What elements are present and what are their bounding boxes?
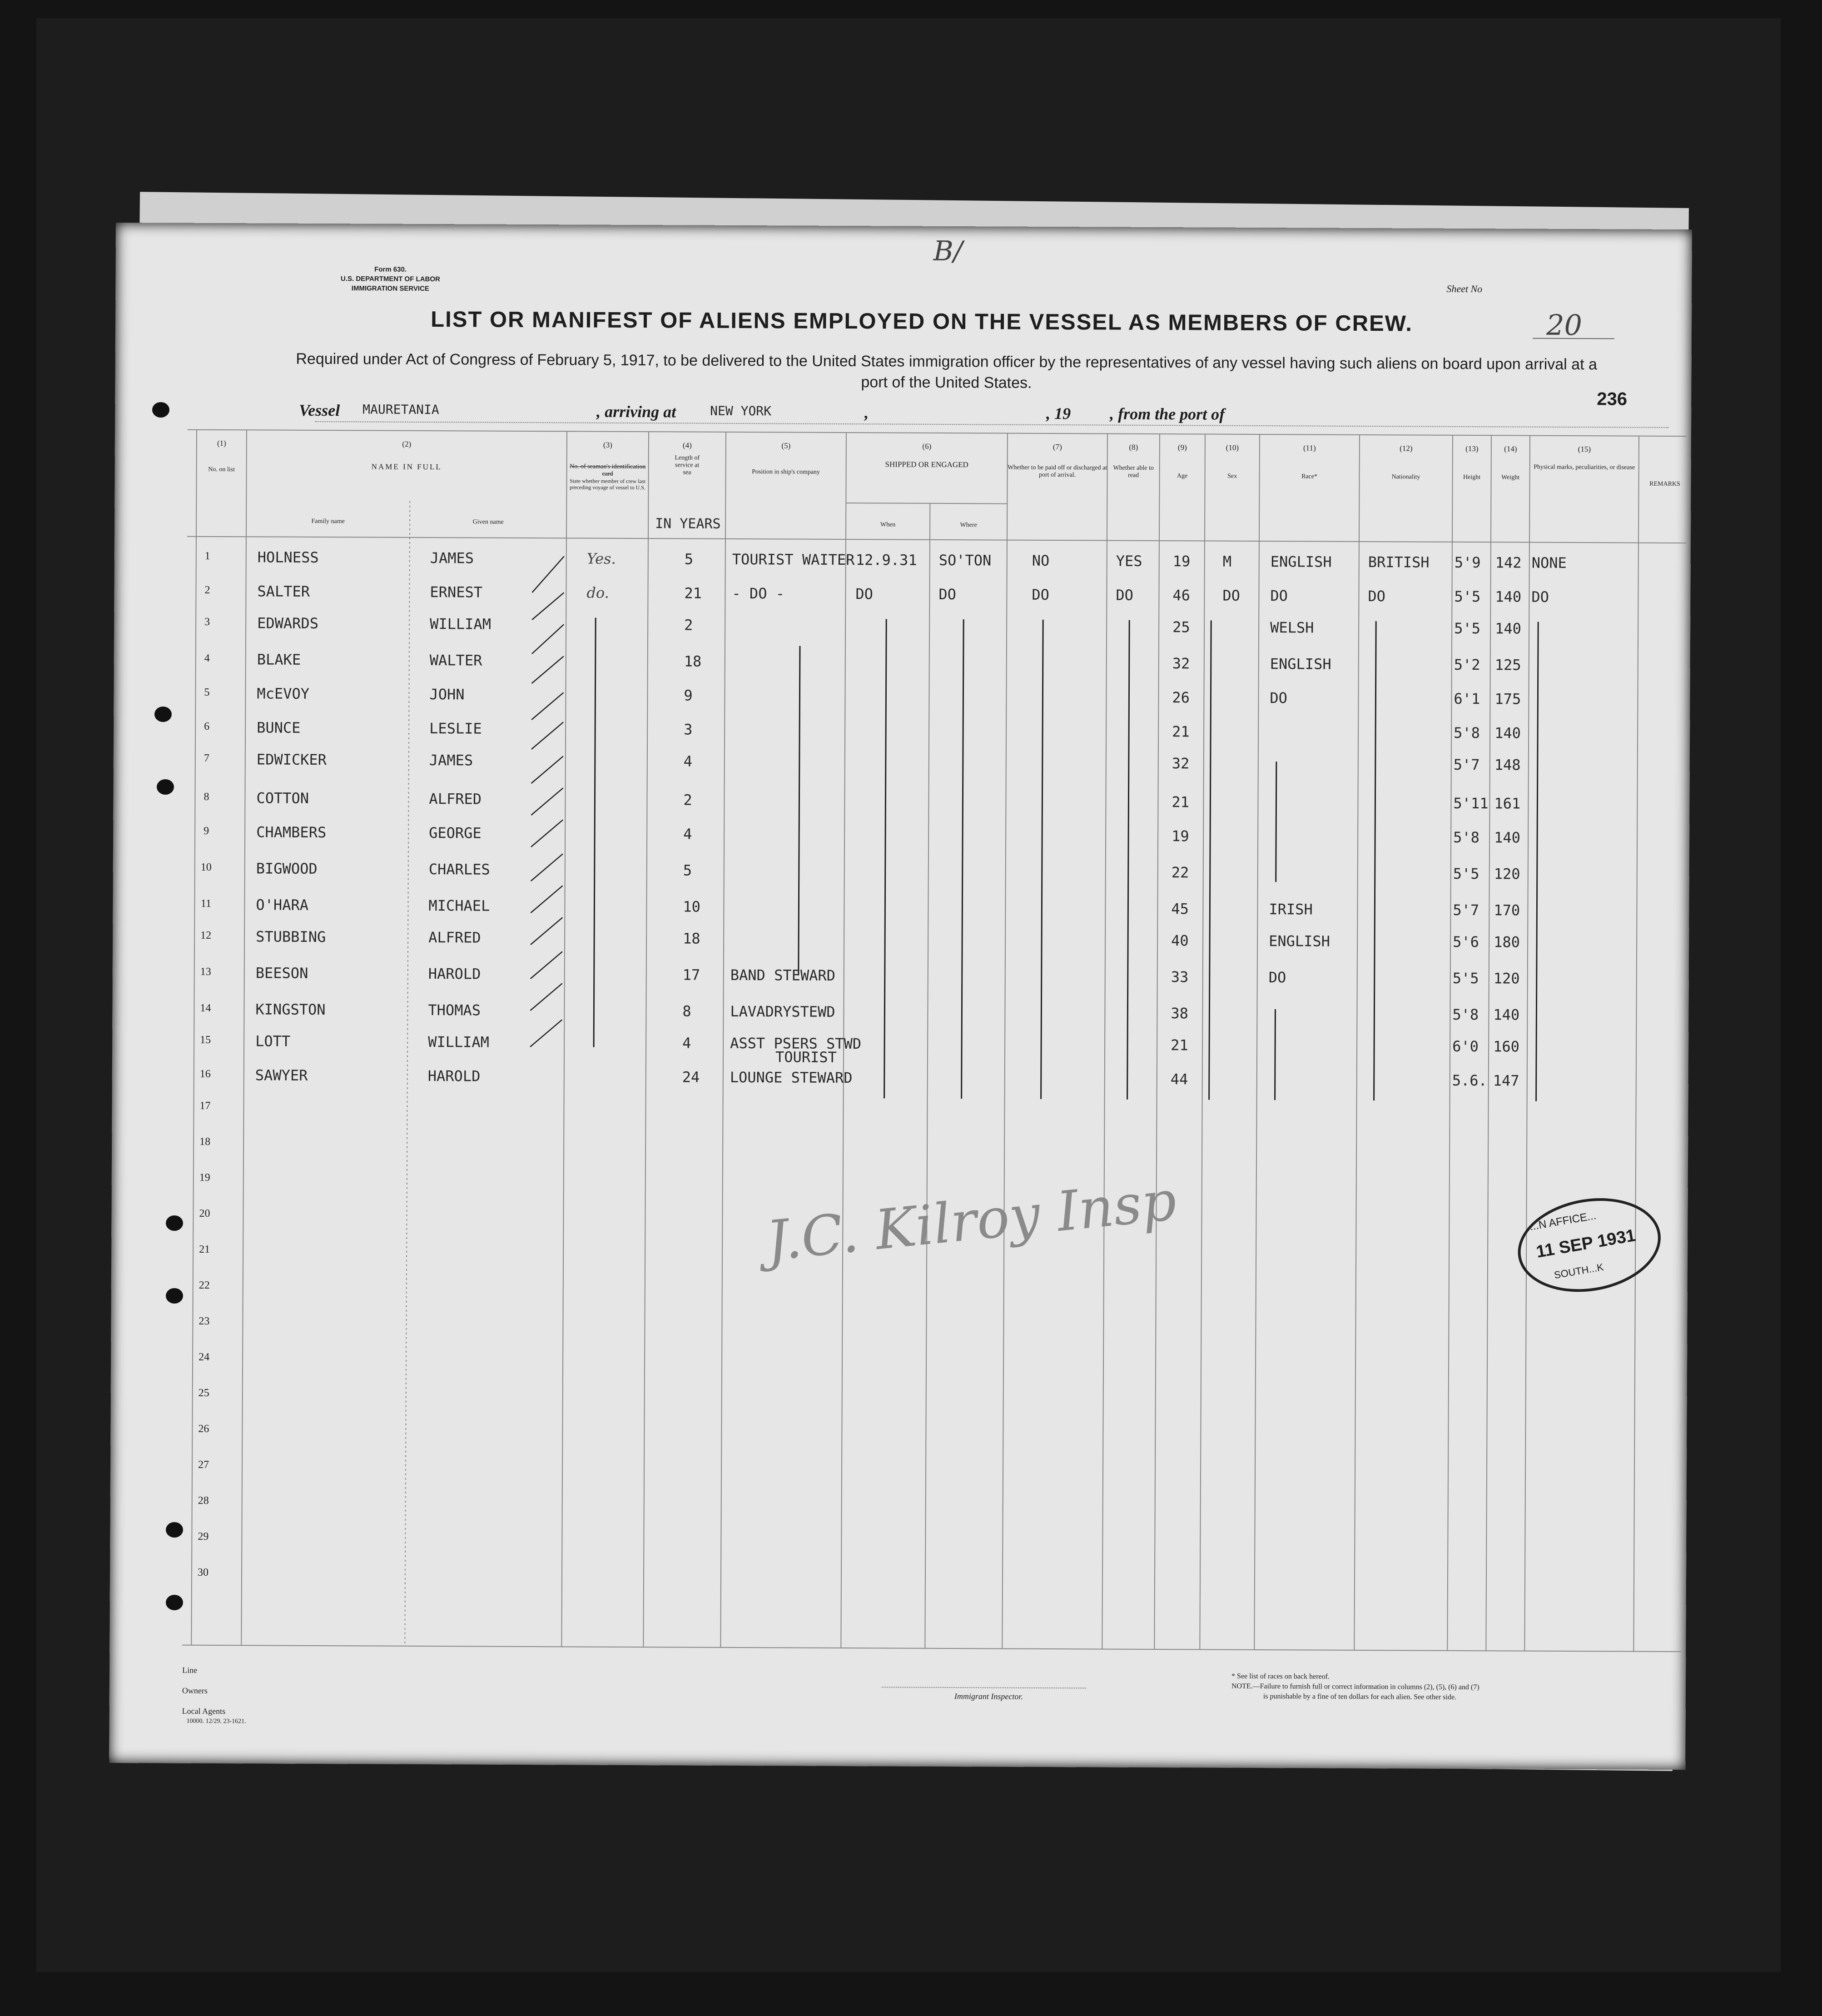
col8-number: (8) [1129,443,1138,452]
row-number: 7 [204,752,209,764]
note-fine: is punishable by a fine of ten dollars for each alien. See other side. [1263,1692,1457,1701]
col7-label: Whether to be paid off or discharged at port of arrival. [1008,464,1107,479]
height-cell: 5'11 [1453,794,1489,812]
race-cell: WELSH [1270,619,1314,637]
weight-cell: 140 [1493,1006,1520,1024]
row-number: 28 [198,1494,209,1507]
owners-label: Owners [182,1686,208,1695]
height-cell: 5.6. [1452,1071,1487,1090]
age-cell: 45 [1171,900,1189,918]
given-name-cell: GEORGE [429,824,482,842]
service-years-cell: 18 [683,930,700,947]
department: U.S. DEPARTMENT OF LABOR [340,275,440,284]
age-cell: 19 [1172,827,1189,845]
page-title: LIST OR MANIFEST OF ALIENS EMPLOYED ON THE VESSEL AS MEMBERS OF CREW. [431,307,1413,336]
note-races: * See list of races on back hereof. [1231,1672,1330,1681]
col9-header [1160,443,1205,480]
family-name-cell: EDWARDS [257,614,319,632]
sheet-no-label: Sheet No [1446,283,1483,295]
age-cell: 21 [1172,723,1190,741]
position-cell: - DO - [732,584,785,602]
arriving-port: NEW YORK [710,403,772,419]
row-number: 15 [200,1034,211,1046]
family-name-cell: SAWYER [255,1066,308,1084]
punch-hole [166,1215,183,1231]
paid-off-cell: NO [1032,552,1050,569]
col1-header [197,439,247,473]
row-number: 29 [198,1530,209,1543]
vessel-name: MAURETANIA [362,402,439,418]
service-years-cell: 4 [683,752,693,770]
when-header: When [880,521,896,528]
service-years-cell: 3 [684,721,693,738]
col6-label: SHIPPED OR ENGAGED [885,460,968,469]
previous-voyage-cell: do. [586,584,609,602]
service-years-cell: 17 [682,966,700,984]
col11-label: Race* [1301,473,1318,480]
col12-number: (12) [1400,444,1413,453]
row-number: 23 [199,1315,210,1327]
shipped-when-cell: 12.9.31 [855,551,917,569]
col15-label: Physical marks, peculiarities, or disease [1534,463,1635,471]
height-cell: 6'0 [1452,1037,1479,1055]
col10-label: Sex [1227,473,1237,480]
stamp-top-text: ...N AFFICE... [1529,1209,1597,1233]
family-name-header: Family name [311,518,345,525]
col13-label: Height [1463,473,1481,481]
given-name-cell: ALFRED [428,929,481,946]
height-cell: 5'8 [1452,1006,1479,1024]
col10-header [1205,443,1260,480]
height-cell: 5'6 [1453,933,1479,951]
position-cell: TOURIST WAITER [732,550,855,569]
year-label: , 19 [1046,404,1071,423]
row-number: 14 [200,1002,211,1014]
col14-label: Weight [1501,474,1520,481]
row-number: 4 [204,652,210,664]
page-number: 236 [1597,389,1628,409]
service: IMMIGRATION SERVICE [351,284,429,293]
height-cell: 5'7 [1453,756,1480,774]
row-number: 25 [198,1387,209,1399]
age-cell: 33 [1171,968,1189,986]
col5-header [726,441,846,476]
arriving-label: , arriving at [596,402,676,421]
row-number: 12 [200,929,212,941]
family-name-cell: CHAMBERS [256,823,327,841]
punch-hole [166,1522,183,1538]
weight-cell: 148 [1494,756,1521,774]
page-subtitle: Required under Act of Congress of February 5, 1917, to be delivered to the United States immigration officer by the representatives of any vessel having such aliens on board upon arrival at a port of the United States. [296,350,1598,392]
row-number: 1 [204,550,210,562]
col3-struck-label: No. of seaman's identification card [569,463,646,478]
row-number: 24 [199,1351,210,1363]
nationality-cell: DO [1368,587,1386,605]
family-name-cell: HOLNESS [257,548,319,566]
top-handwritten-mark: B/ [933,235,963,268]
age-cell: 46 [1172,587,1191,604]
col10-number: (10) [1226,443,1239,452]
age-cell: 32 [1172,655,1190,672]
weight-cell: 142 [1495,554,1522,572]
service-years-cell: 18 [684,652,702,670]
row-number: 20 [199,1207,210,1220]
height-cell: 5'5 [1453,865,1479,883]
given-name-cell: THOMAS [428,1001,481,1019]
position-cell: ASST PSERS STWD [730,1034,862,1053]
row-number: 3 [204,616,210,628]
position-cell-line2: TOURIST [775,1048,837,1066]
col3-header [566,440,648,491]
given-name-cell: MICHAEL [428,897,490,915]
col2-header [247,439,567,472]
position-cell: LAVADRYSTEWD [730,1002,835,1020]
age-cell: 25 [1172,618,1190,636]
manifest-sheet [109,223,1692,1770]
col5-label: Position in ship's company [752,468,820,476]
col15-number: (15) [1578,445,1591,454]
row-number: 2 [204,584,210,596]
weight-cell: 125 [1494,656,1521,674]
punch-hole [166,1595,183,1610]
height-cell: 5'2 [1454,656,1480,674]
race-cell: IRISH [1269,901,1313,918]
family-name-cell: BIGWOOD [256,860,318,877]
row-number: 19 [199,1171,210,1184]
age-cell: 21 [1171,1036,1188,1054]
row-number: 10 [200,861,212,873]
service-years-cell: 2 [684,616,693,634]
weight-cell: 120 [1493,970,1520,987]
col8-label: Whether able to read [1113,464,1154,479]
col5-number: (5) [781,441,791,450]
family-name-cell: LOTT [255,1032,291,1050]
stamp-date: 11 SEP 1931 [1534,1225,1637,1262]
given-name-cell: JAMES [430,549,474,567]
punch-hole [154,707,172,722]
family-name-cell: BEESON [255,964,308,982]
able-to-read-cell: DO [1116,586,1134,604]
paid-off-cell: DO [1032,586,1050,603]
given-name-cell: WILLIAM [430,615,491,633]
service-years-cell: 4 [682,1034,691,1052]
punch-hole [152,402,169,418]
age-cell: 44 [1170,1070,1188,1088]
race-cell: DO [1270,587,1288,605]
col12-label: Nationality [1391,473,1420,481]
family-name-cell: SALTER [257,582,310,600]
remarks-header: REMARKS [1649,480,1680,488]
row-number: 8 [204,791,209,803]
row-number: 13 [200,966,211,978]
given-name-cell: LESLIE [429,720,482,737]
col3-number: (3) [603,440,612,449]
form-number: Form 630. [374,265,407,274]
family-name-cell: McEVOY [257,685,310,702]
row-number: 5 [204,686,210,698]
service-years-cell: 21 [684,584,702,602]
race-cell: DO [1268,969,1286,986]
line-label: Line [182,1665,198,1675]
nationality-cell: BRITISH [1368,553,1430,571]
col2-label: NAME IN FULL [371,462,442,472]
punch-hole [166,1288,183,1304]
row-number: 9 [204,825,209,837]
col9-number: (9) [1177,443,1187,452]
row-number: 21 [199,1243,210,1255]
local-agents-label: Local Agents [182,1706,226,1716]
shipped-when-cell: DO [855,585,874,603]
weight-cell: 140 [1495,620,1522,637]
service-years-cell: 5 [684,550,694,568]
col6-number: (6) [922,442,932,451]
col4-sublabel: IN YEARS [655,516,721,532]
able-to-read-cell: YES [1116,552,1142,570]
from-port-label: , from the port of [1110,404,1225,423]
age-cell: 40 [1171,932,1189,950]
service-years-cell: 24 [682,1068,700,1086]
col4-header [649,441,726,477]
row-number: 16 [199,1068,211,1080]
given-name-cell: HAROLD [428,965,481,983]
weight-cell: 120 [1494,865,1520,883]
race-cell: ENGLISH [1270,553,1332,571]
family-name-cell: BLAKE [257,651,301,668]
row-number: 30 [197,1566,209,1578]
col6-header [846,442,1008,470]
family-name-cell: EDWICKER [256,751,327,769]
physical-marks-cell: NONE [1531,554,1567,572]
age-cell: 32 [1172,755,1190,772]
col14-number: (14) [1504,444,1517,453]
weight-cell: 160 [1493,1038,1519,1055]
height-cell: 6'1 [1454,690,1480,708]
col14-header [1491,444,1530,481]
given-name-cell: WALTER [429,652,482,669]
weight-cell: 140 [1494,829,1521,846]
weight-cell: 175 [1494,690,1521,708]
family-name-cell: STUBBING [256,928,326,946]
shipped-where-cell: DO [938,585,957,603]
given-name-cell: ALFRED [429,790,482,808]
col13-header [1453,444,1491,481]
position-cell: LOUNGE STEWARD [730,1068,853,1087]
note-failure: NOTE.—Failure to furnish full or correct information in columns (2), (5), (6) and (7) [1231,1682,1479,1692]
sex-cell: DO [1222,587,1241,604]
age-cell: 19 [1172,553,1191,570]
race-cell: ENGLISH [1270,655,1331,673]
col12-header [1360,444,1453,481]
print-code: 10000. 12/29. 23-1621. [186,1717,246,1725]
family-name-cell: COTTON [256,789,309,807]
weight-cell: 140 [1494,724,1521,742]
col3-label: State whether member of crew last preceding voyage of vessel to U.S. [569,478,646,491]
row-number: 11 [200,897,212,910]
col1-number: (1) [217,438,226,448]
race-cell: ENGLISH [1269,932,1331,950]
col9-label: Age [1177,473,1188,480]
where-header: Where [960,522,977,529]
date-comma: , [864,403,869,422]
height-cell: 5'5 [1454,619,1481,637]
row-number: 27 [198,1458,209,1471]
punch-hole [157,779,174,795]
position-cell: BAND STEWARD [730,966,836,984]
given-name-cell: ERNEST [430,583,483,601]
col11-number: (11) [1303,443,1316,453]
age-cell: 22 [1171,864,1189,881]
height-cell: 5'8 [1454,724,1480,742]
col2-number: (2) [402,439,412,448]
age-cell: 26 [1172,689,1190,707]
stamp-bottom-text: SOUTH...K [1553,1261,1604,1281]
service-years-cell: 5 [683,861,692,879]
height-cell: 5'9 [1454,553,1481,572]
immigrant-inspector-label: Immigrant Inspector. [954,1692,1023,1701]
weight-cell: 170 [1494,901,1520,919]
given-name-cell: HAROLD [427,1067,481,1085]
age-cell: 38 [1171,1005,1189,1022]
service-years-cell: 9 [684,687,693,704]
vessel-label: Vessel [299,401,340,420]
col11-header [1260,443,1360,481]
given-name-cell: JOHN [429,686,465,703]
col7-number: (7) [1052,443,1062,452]
height-cell: 5'5 [1454,587,1481,606]
row-number: 22 [199,1279,210,1291]
row-number: 26 [198,1423,209,1435]
sex-cell: M [1222,553,1232,570]
row-number: 17 [199,1100,211,1112]
weight-cell: 140 [1495,588,1522,606]
sheet-number: 20 [1546,308,1583,342]
physical-marks-cell: DO [1531,588,1549,606]
row-number: 18 [199,1135,211,1148]
previous-voyage-cell: Yes. [586,550,616,567]
service-years-cell: 4 [683,825,692,843]
height-cell: 5'8 [1453,828,1480,846]
weight-cell: 161 [1494,795,1521,812]
family-name-cell: O'HARA [256,896,309,914]
col7-header [1008,443,1107,479]
height-cell: 5'5 [1452,969,1479,987]
service-years-cell: 10 [683,898,701,916]
inspector-signature: J.C. Kilroy Insp [763,1169,1179,1274]
col4-number: (4) [682,441,692,450]
given-name-cell: WILLIAM [428,1033,490,1051]
row-number: 6 [204,720,210,732]
family-name-cell: KINGSTON [255,1001,326,1019]
family-name-cell: BUNCE [257,719,301,737]
service-years-cell: 8 [682,1002,691,1020]
col4-label: Length of service at sea [675,454,700,476]
race-cell: DO [1270,689,1288,707]
col15-header [1530,445,1639,472]
given-name-header: Given name [472,518,504,526]
given-name-cell: CHARLES [428,861,490,878]
height-cell: 5'7 [1453,901,1479,919]
col1-label: No. on list [208,466,235,473]
given-name-cell: JAMES [429,752,473,769]
shipped-where-cell: SO'TON [938,551,992,569]
service-years-cell: 2 [683,791,692,809]
weight-cell: 147 [1493,1072,1519,1090]
age-cell: 21 [1172,793,1190,811]
weight-cell: 180 [1494,933,1520,951]
col13-number: (13) [1465,444,1479,453]
col8-header [1107,443,1160,480]
